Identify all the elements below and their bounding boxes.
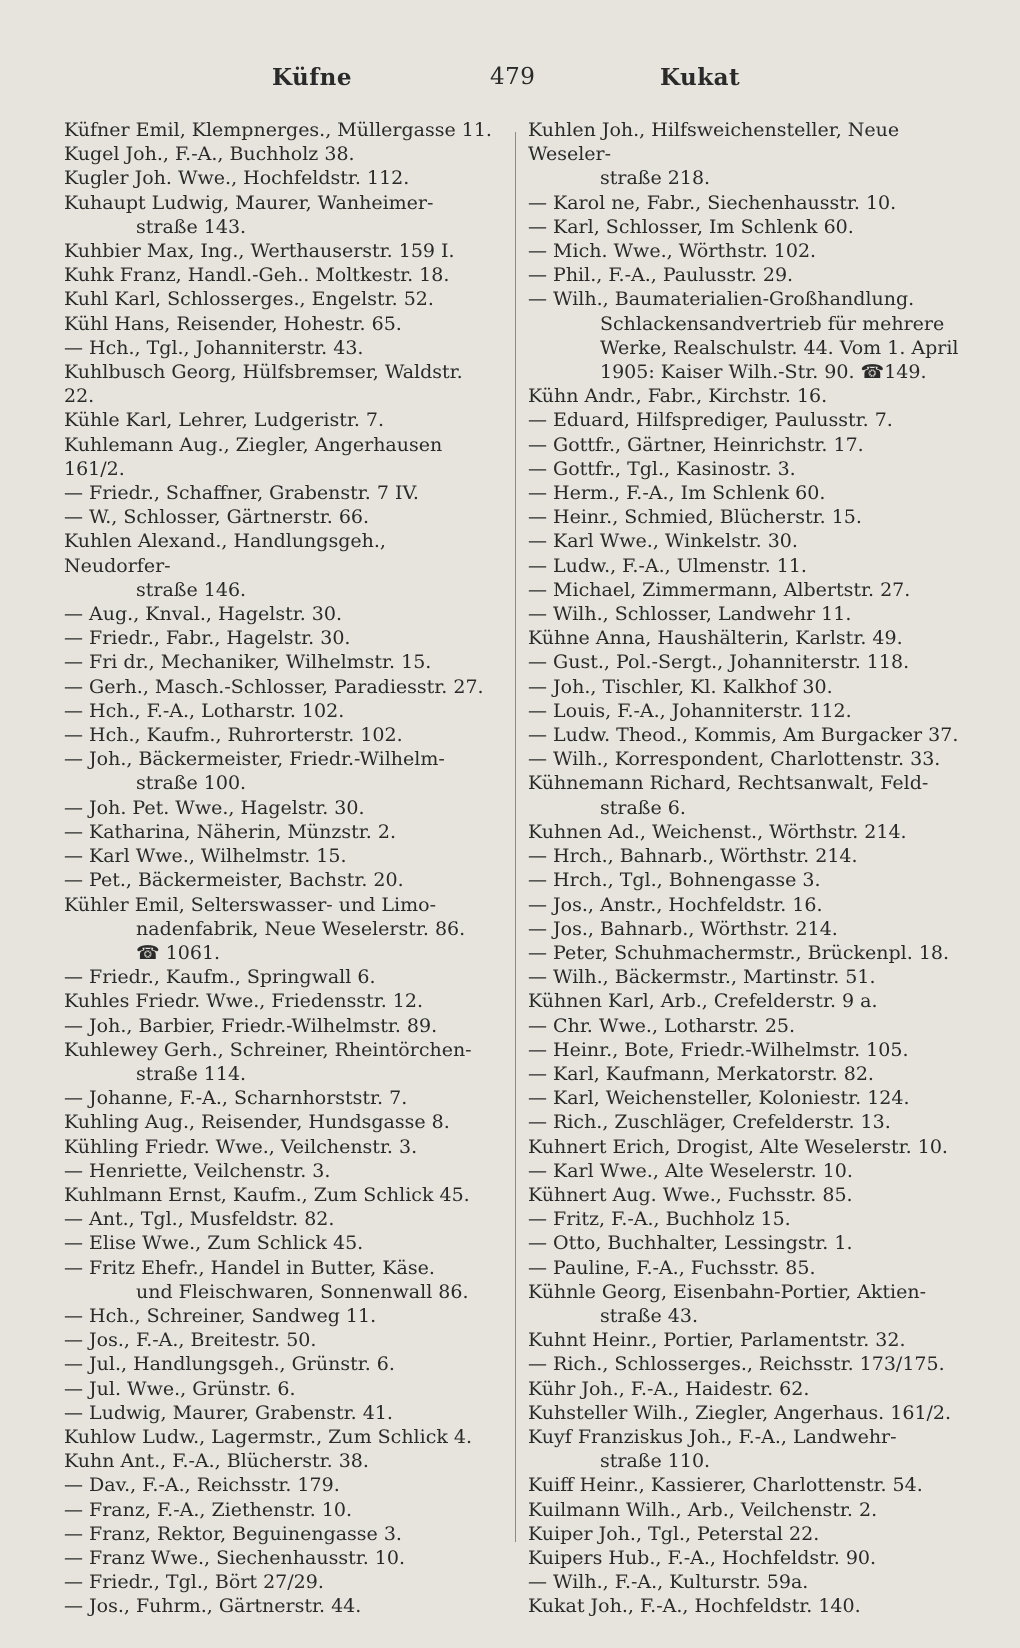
entry-line: — Jos., Fuhrm., Gärtnerstr. 44.	[64, 1595, 362, 1618]
entry-line: — Ludw., F.-A., Ulmenstr. 11.	[528, 554, 807, 577]
directory-entry	[64, 1473, 494, 1497]
directory-entry	[528, 1062, 966, 1086]
entry-line: — Fritz Ehefr., Handel in Butter, Käse.	[64, 1256, 435, 1279]
entry-line: — Wilh., F.-A., Kulturstr. 59a.	[528, 1571, 809, 1594]
directory-entry	[528, 1377, 966, 1401]
entry-line: Kuhling Aug., Reisender, Hundsgasse 8.	[64, 1111, 450, 1134]
directory-entry	[64, 481, 494, 505]
directory-entry	[64, 263, 494, 287]
directory-entry	[528, 989, 966, 1013]
entry-line: Kuhlen Alexand., Handlungsgeh., Neudorfer-	[64, 530, 386, 577]
directory-entry	[64, 675, 494, 699]
left-column	[64, 118, 494, 1619]
entry-line: — Joh., Bäckermeister, Friedr.-Wilhelm-	[64, 748, 445, 771]
entry-continuation: nadenfabrik, Neue Weselerstr. 86.	[136, 917, 466, 940]
entry-line: — Hrch., Bahnarb., Wörthstr. 214.	[528, 845, 858, 868]
entry-line: — Jos., Anstr., Hochfeldstr. 16.	[528, 893, 823, 916]
directory-entry	[528, 941, 966, 965]
entry-line: Kuipers Hub., F.-A., Hochfeldstr. 90.	[528, 1546, 877, 1569]
directory-entry	[64, 142, 494, 166]
entry-continuation: straße 218.	[600, 167, 711, 190]
entry-line: Kuhnen Ad., Weichenst., Wörthstr. 214.	[528, 820, 907, 843]
directory-entry	[528, 1425, 966, 1473]
running-head-right: Kukat	[660, 64, 741, 91]
directory-entry	[528, 868, 966, 892]
directory-entry	[528, 1401, 966, 1425]
directory-entry	[64, 1159, 494, 1183]
directory-entry	[528, 1280, 966, 1328]
entry-line: Kuhlewey Gerh., Schreiner, Rheintörchen-	[64, 1038, 472, 1061]
entry-line: — Fritz, F.-A., Buchholz 15.	[528, 1208, 791, 1231]
directory-entry	[528, 505, 966, 529]
directory-entry	[64, 1425, 494, 1449]
directory-entry	[64, 1449, 494, 1473]
entry-continuation: straße 100.	[136, 772, 247, 795]
entry-line: Kühnen Karl, Arb., Crefelderstr. 9 a.	[528, 990, 878, 1013]
directory-entry	[528, 529, 966, 553]
directory-entry	[528, 602, 966, 626]
running-head-left: Küfne	[272, 64, 352, 91]
directory-entry	[528, 239, 966, 263]
entry-line: — Dav., F.-A., Reichsstr. 179.	[64, 1474, 340, 1497]
entry-line: — Gerh., Masch.-Schlosser, Paradiesstr. 27.	[64, 675, 484, 698]
entry-line: — Jul. Wwe., Grünstr. 6.	[64, 1377, 296, 1400]
entry-line: — Katharina, Näherin, Münzstr. 2.	[64, 820, 396, 843]
directory-entry	[64, 1110, 494, 1134]
entry-line: — Chr. Wwe., Lotharstr. 25.	[528, 1014, 796, 1037]
entry-continuation: 1905: Kaiser Wilh.-Str. 90. ☎149.	[600, 361, 927, 384]
entry-continuation: straße 143.	[136, 215, 247, 238]
directory-entry	[528, 771, 966, 819]
directory-entry	[528, 1256, 966, 1280]
directory-entry	[528, 723, 966, 747]
entry-line: Kühne Anna, Haushälterin, Karlstr. 49.	[528, 627, 903, 650]
directory-entry	[64, 868, 494, 892]
right-column	[528, 118, 966, 1619]
entry-line: Kühl Hans, Reisender, Hohestr. 65.	[64, 312, 402, 335]
entry-line: Kuhaupt Ludwig, Maurer, Wanheimer-	[64, 191, 434, 214]
entry-line: Kuhlen Joh., Hilfsweichensteller, Neue Weseler-	[528, 119, 900, 166]
directory-entry	[64, 118, 494, 142]
directory-entry	[528, 1231, 966, 1255]
entry-line: Kuilmann Wilh., Arb., Veilchenstr. 2.	[528, 1498, 878, 1521]
entry-line: Kuhlmann Ernst, Kaufm., Zum Schlick 45.	[64, 1183, 470, 1206]
entry-line: — Joh., Tischler, Kl. Kalkhof 30.	[528, 675, 833, 698]
entry-line: — Hch., Tgl., Johanniterstr. 43.	[64, 336, 364, 359]
directory-entry	[64, 1546, 494, 1570]
entry-line: — Elise Wwe., Zum Schlick 45.	[64, 1232, 364, 1255]
entry-line: Kuiff Heinr., Kassierer, Charlottenstr. 54.	[528, 1474, 923, 1497]
entry-line: — Gust., Pol.-Sergt., Johanniterstr. 118.	[528, 651, 910, 674]
directory-entry	[528, 1352, 966, 1376]
entry-continuation: ☎ 1061.	[136, 941, 221, 964]
entry-line: — Peter, Schuhmachermstr., Brückenpl. 18.	[528, 941, 950, 964]
directory-entry	[528, 287, 966, 384]
entry-line: — Friedr., Fabr., Hagelstr. 30.	[64, 627, 351, 650]
entry-line: — Hrch., Tgl., Bohnengasse 3.	[528, 869, 821, 892]
directory-entry	[64, 1498, 494, 1522]
entry-line: — Herm., F.-A., Im Schlenk 60.	[528, 482, 826, 505]
entry-line: — Franz, Rektor, Beguinengasse 3.	[64, 1522, 402, 1545]
directory-entry	[528, 1159, 966, 1183]
directory-entry	[528, 1594, 966, 1618]
directory-entry	[528, 1522, 966, 1546]
directory-entry	[64, 893, 494, 966]
directory-entry	[528, 1570, 966, 1594]
directory-entry	[528, 118, 966, 191]
entry-line: Kühler Emil, Selterswasser- und Limo-	[64, 893, 436, 916]
entry-line: Kuhsteller Wilh., Ziegler, Angerhaus. 161/2.	[528, 1401, 952, 1424]
directory-entry	[528, 626, 966, 650]
entry-line: — Ant., Tgl., Musfeldstr. 82.	[64, 1208, 335, 1231]
directory-entry	[64, 1135, 494, 1159]
entry-line: Kuhnt Heinr., Portier, Parlamentstr. 32.	[528, 1329, 906, 1352]
directory-entry	[64, 1038, 494, 1086]
directory-entry	[528, 1014, 966, 1038]
entry-line: — Eduard, Hilfsprediger, Paulusstr. 7.	[528, 409, 893, 432]
directory-entry	[528, 578, 966, 602]
entry-continuation: straße 43.	[600, 1304, 698, 1327]
entry-line: — Heinr., Schmied, Blücherstr. 15.	[528, 506, 862, 529]
directory-entry	[528, 965, 966, 989]
directory-entry	[64, 505, 494, 529]
directory-entry	[64, 965, 494, 989]
directory-entry	[528, 1473, 966, 1497]
directory-entry	[528, 263, 966, 287]
entry-line: Kuyf Franziskus Joh., F.-A., Landwehr-	[528, 1425, 897, 1448]
entry-line: Kühnert Aug. Wwe., Fuchsstr. 85.	[528, 1183, 853, 1206]
entry-line: — Karl, Kaufmann, Merkatorstr. 82.	[528, 1062, 874, 1085]
directory-entry	[528, 1086, 966, 1110]
entry-line: Kuhk Franz, Handl.-Geh.. Moltkestr. 18.	[64, 264, 450, 287]
entry-line: — Henriette, Veilchenstr. 3.	[64, 1159, 331, 1182]
entry-line: — Karl Wwe., Alte Weselerstr. 10.	[528, 1159, 853, 1182]
entry-line: — Hch., Kaufm., Ruhrorterstr. 102.	[64, 724, 403, 747]
entry-line: Kuhnert Erich, Drogist, Alte Weselerstr. 10.	[528, 1135, 948, 1158]
entry-line: — Gottfr., Gärtner, Heinrichstr. 17.	[528, 433, 864, 456]
entry-line: — Franz Wwe., Siechenhausstr. 10.	[64, 1546, 405, 1569]
directory-entry	[528, 215, 966, 239]
entry-line: — Michael, Zimmermann, Albertstr. 27.	[528, 578, 911, 601]
directory-entry	[528, 191, 966, 215]
entry-line: Küfner Emil, Klempnerges., Müllergasse 11.	[64, 119, 492, 141]
entry-line: — Joh., Barbier, Friedr.-Wilhelmstr. 89.	[64, 1014, 438, 1037]
entry-line: Kühnemann Richard, Rechtsanwalt, Feld-	[528, 772, 929, 795]
directory-entry	[528, 481, 966, 505]
entry-line: — Johanne, F.-A., Scharnhorststr. 7.	[64, 1087, 408, 1110]
directory-entry	[64, 1401, 494, 1425]
entry-line: — Mich. Wwe., Wörthstr. 102.	[528, 240, 817, 263]
entry-line: — Louis, F.-A., Johanniterstr. 112.	[528, 699, 852, 722]
entry-line: — Pet., Bäckermeister, Bachstr. 20.	[64, 869, 404, 892]
directory-entry	[528, 1038, 966, 1062]
entry-line: — Wilh., Schlosser, Landwehr 11.	[528, 603, 852, 626]
entry-line: — Friedr., Kaufm., Springwall 6.	[64, 966, 376, 989]
entry-line: — Hch., F.-A., Lotharstr. 102.	[64, 699, 345, 722]
entry-line: — Fri dr., Mechaniker, Wilhelmstr. 15.	[64, 651, 432, 674]
entry-line: Kuhl Karl, Schlosserges., Engelstr. 52.	[64, 288, 434, 311]
entry-line: Kühling Friedr. Wwe., Veilchenstr. 3.	[64, 1135, 418, 1158]
directory-entry	[64, 166, 494, 190]
entry-line: Kukat Joh., F.-A., Hochfeldstr. 140.	[528, 1595, 861, 1618]
entry-line: Kühnle Georg, Eisenbahn-Portier, Aktien-	[528, 1280, 927, 1303]
entry-line: — Jos., F.-A., Breitestr. 50.	[64, 1329, 317, 1352]
entry-line: Kuhles Friedr. Wwe., Friedensstr. 12.	[64, 990, 423, 1013]
entry-line: Kühn Andr., Fabr., Kirchstr. 16.	[528, 385, 828, 408]
directory-entry	[64, 1304, 494, 1328]
directory-entry	[64, 312, 494, 336]
directory-entry	[64, 239, 494, 263]
entry-line: — Pauline, F.-A., Fuchsstr. 85.	[528, 1256, 816, 1279]
entry-continuation: straße 146.	[136, 578, 247, 601]
entry-line: Kühr Joh., F.-A., Haidestr. 62.	[528, 1377, 810, 1400]
directory-entry	[64, 191, 494, 239]
entry-line: — Heinr., Bote, Friedr.-Wilhelmstr. 105.	[528, 1038, 909, 1061]
directory-entry	[64, 699, 494, 723]
directory-entry	[528, 433, 966, 457]
entry-line: — Aug., Knval., Hagelstr. 30.	[64, 603, 343, 626]
entry-line: — Karl, Weichensteller, Koloniestr. 124.	[528, 1087, 910, 1110]
directory-entry	[64, 1256, 494, 1304]
entry-line: Kuhn Ant., F.-A., Blücherstr. 38.	[64, 1450, 369, 1473]
directory-entry	[528, 1546, 966, 1570]
directory-entry	[64, 723, 494, 747]
directory-entry	[528, 1498, 966, 1522]
directory-entry	[64, 336, 494, 360]
directory-entry	[64, 1231, 494, 1255]
entry-line: — Karl Wwe., Wilhelmstr. 15.	[64, 845, 347, 868]
entry-continuation: Schlackensandvertrieb für mehrere	[600, 312, 945, 335]
entry-line: Kugel Joh., F.-A., Buchholz 38.	[64, 143, 355, 166]
directory-entry	[528, 675, 966, 699]
entry-line: Kugler Joh. Wwe., Hochfeldstr. 112.	[64, 167, 410, 190]
directory-entry	[528, 650, 966, 674]
entry-line: Kuhlbusch Georg, Hülfsbremser, Waldstr. 22.	[64, 361, 463, 408]
directory-entry	[528, 384, 966, 408]
entry-continuation: straße 6.	[600, 796, 686, 819]
directory-entry	[528, 457, 966, 481]
entry-line: — Rich., Schlosserges., Reichsstr. 173/175.	[528, 1353, 945, 1376]
entry-line: — Karl, Schlosser, Im Schlenk 60.	[528, 215, 854, 238]
page-number: 479	[490, 64, 536, 90]
entry-line: — Joh. Pet. Wwe., Hagelstr. 30.	[64, 796, 365, 819]
directory-entry	[64, 747, 494, 795]
directory-entry	[64, 1522, 494, 1546]
entry-line: — Jul., Handlungsgeh., Grünstr. 6.	[64, 1353, 395, 1376]
directory-entry	[64, 989, 494, 1013]
directory-entry	[64, 844, 494, 868]
entry-line: — Wilh., Baumaterialien-Großhandlung.	[528, 288, 915, 311]
entry-line: — Karol ne, Fabr., Siechenhausstr. 10.	[528, 191, 897, 214]
directory-entry	[528, 1183, 966, 1207]
entry-line: Kuhbier Max, Ing., Werthauserstr. 159 I.	[64, 240, 455, 263]
directory-entry	[64, 1594, 494, 1618]
entry-line: — Ludw. Theod., Kommis, Am Burgacker 37.	[528, 724, 959, 747]
entry-continuation: und Fleischwaren, Sonnenwall 86.	[136, 1280, 469, 1303]
entry-line: — Wilh., Bäckermstr., Martinstr. 51.	[528, 966, 876, 989]
directory-entry	[528, 1328, 966, 1352]
directory-entry	[528, 1135, 966, 1159]
directory-entry	[64, 1570, 494, 1594]
directory-entry	[64, 1328, 494, 1352]
directory-entry	[528, 1110, 966, 1134]
directory-entry	[64, 1183, 494, 1207]
entry-line: — Franz, F.-A., Ziethenstr. 10.	[64, 1498, 353, 1521]
entry-line: — Phil., F.-A., Paulusstr. 29.	[528, 264, 794, 287]
directory-entry	[64, 360, 494, 408]
directory-entry	[64, 602, 494, 626]
directory-entry	[528, 1207, 966, 1231]
entry-continuation: straße 110.	[600, 1450, 711, 1473]
directory-entry	[528, 917, 966, 941]
entry-continuation: Werke, Realschulstr. 44. Vom 1. April	[600, 336, 959, 359]
entry-line: — Wilh., Korrespondent, Charlottenstr. 33.	[528, 748, 941, 771]
directory-entry	[64, 626, 494, 650]
directory-entry	[64, 433, 494, 481]
directory-entry	[528, 820, 966, 844]
directory-entry	[64, 820, 494, 844]
directory-entry	[528, 554, 966, 578]
directory-entry	[64, 796, 494, 820]
directory-entry	[64, 1014, 494, 1038]
entry-line: — Gottfr., Tgl., Kasinostr. 3.	[528, 457, 796, 480]
directory-entry	[528, 699, 966, 723]
entry-line: — Rich., Zuschläger, Crefelderstr. 13.	[528, 1111, 891, 1134]
entry-line: Kuiper Joh., Tgl., Peterstal 22.	[528, 1522, 820, 1545]
directory-entry	[64, 1352, 494, 1376]
directory-entry	[528, 893, 966, 917]
directory-entry	[64, 1207, 494, 1231]
directory-entry	[64, 408, 494, 432]
entry-line: — Ludwig, Maurer, Grabenstr. 41.	[64, 1401, 393, 1424]
entry-line: — Hch., Schreiner, Sandweg 11.	[64, 1304, 377, 1327]
directory-entry	[528, 747, 966, 771]
entry-line: — Friedr., Tgl., Bört 27/29.	[64, 1571, 324, 1594]
entry-continuation: straße 114.	[136, 1062, 247, 1085]
entry-line: — Karl Wwe., Winkelstr. 30.	[528, 530, 798, 553]
entry-line: Kühle Karl, Lehrer, Ludgeristr. 7.	[64, 409, 385, 432]
directory-entry	[64, 650, 494, 674]
entry-line: — Otto, Buchhalter, Lessingstr. 1.	[528, 1232, 853, 1255]
directory-entry	[64, 529, 494, 602]
entry-line: — Jos., Bahnarb., Wörthstr. 214.	[528, 917, 838, 940]
entry-line: Kuhlemann Aug., Ziegler, Angerhausen 161/2.	[64, 433, 443, 480]
directory-entry	[528, 408, 966, 432]
entry-line: — Friedr., Schaffner, Grabenstr. 7 IV.	[64, 482, 419, 505]
directory-entry	[64, 1377, 494, 1401]
directory-entry	[528, 844, 966, 868]
directory-entry	[64, 1086, 494, 1110]
entry-line: — W., Schlosser, Gärtnerstr. 66.	[64, 506, 370, 529]
column-divider	[515, 132, 516, 1542]
directory-entry	[64, 287, 494, 311]
entry-line: Kuhlow Ludw., Lagermstr., Zum Schlick 4.	[64, 1425, 473, 1448]
